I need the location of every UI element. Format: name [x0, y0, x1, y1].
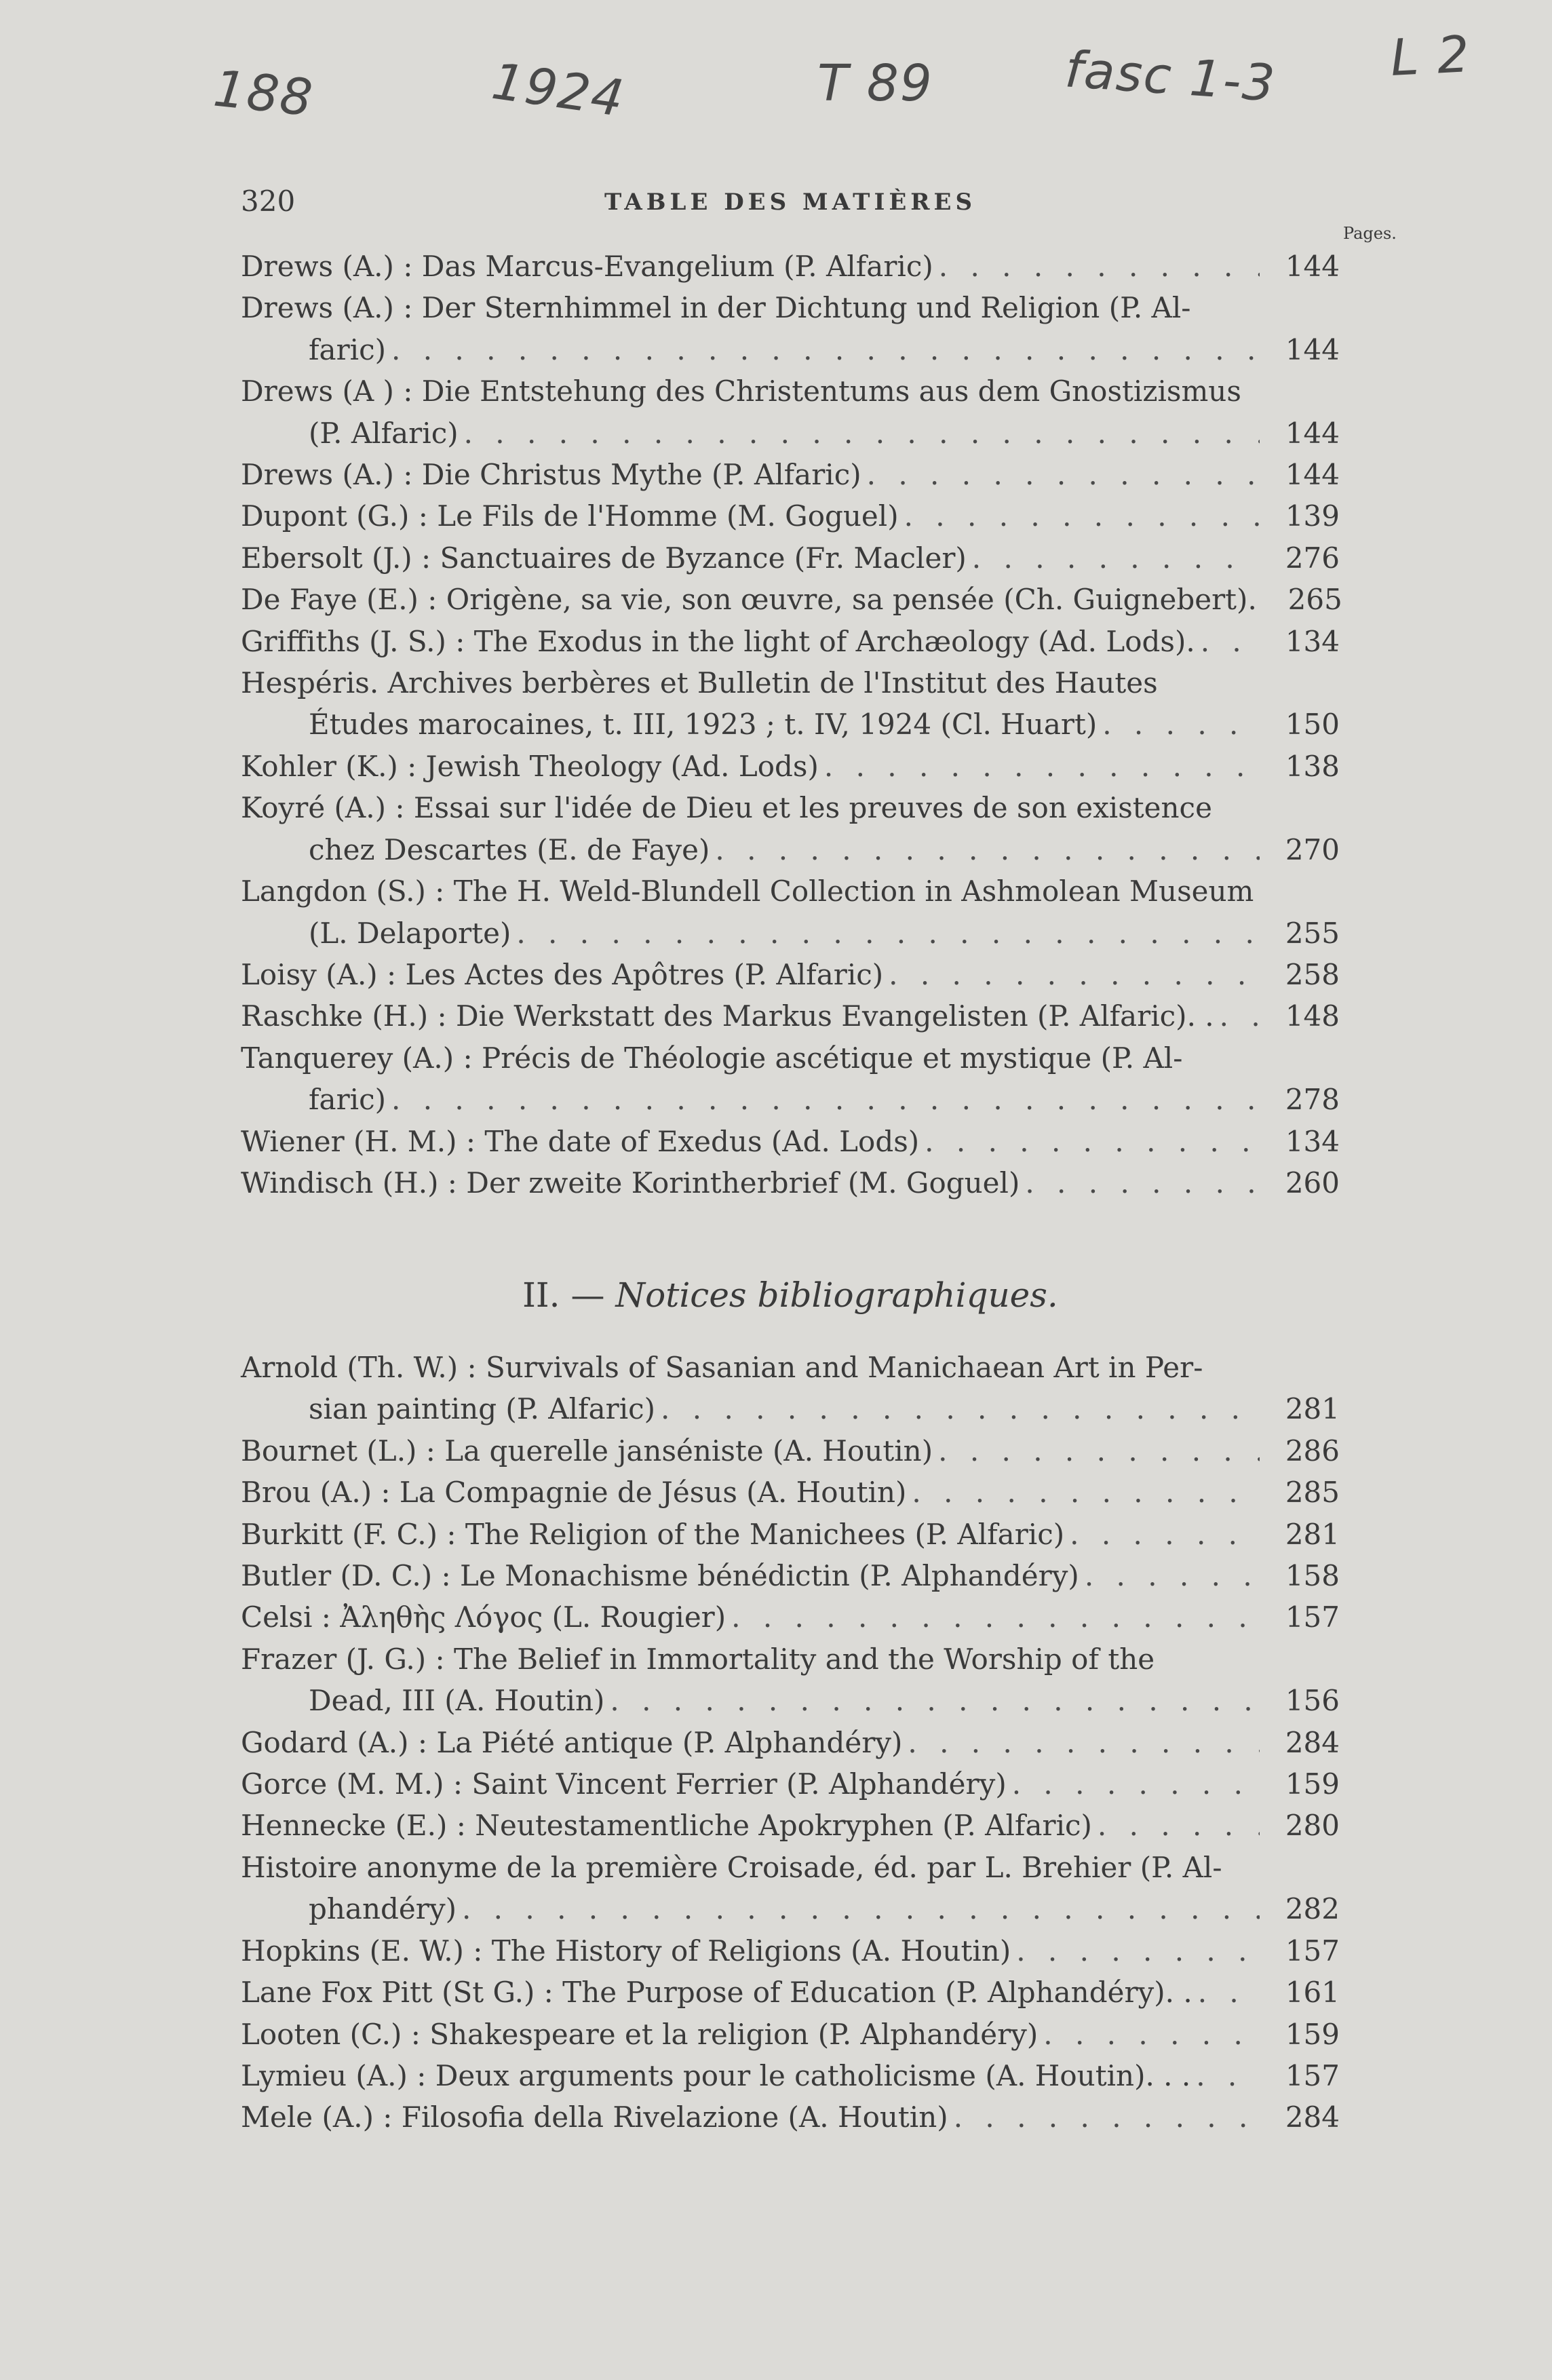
toc-entry-line: [241, 787, 1340, 828]
toc-entry-text: sian painting (P. Alfaric): [309, 1392, 656, 1426]
toc-entry-page: 282: [1285, 1892, 1340, 1926]
page-number: 320: [241, 185, 296, 218]
toc-entry-line: [241, 1388, 1340, 1429]
toc-entry-line: [241, 412, 1340, 454]
toc-entry: [241, 1847, 1340, 1930]
toc-entry-line: [241, 495, 1340, 537]
toc-entry: [241, 995, 1340, 1037]
toc-entry-line: [241, 2014, 1340, 2055]
toc-entry-page: 157: [1285, 2058, 1340, 2092]
pages-column-label: Pages.: [1343, 224, 1397, 243]
toc-entry: [241, 1347, 1340, 1430]
toc-entry-page: 278: [1285, 1083, 1340, 1117]
toc-entry-line: [241, 1162, 1340, 1204]
toc-entry-page: 159: [1285, 2017, 1340, 2051]
toc-entry-line: [241, 1722, 1340, 1763]
toc-entry-text: Frazer (J. G.) : The Belief in Immortality and the Worship of the: [241, 1642, 1155, 1676]
toc-entry-line: [241, 579, 1340, 620]
toc-entry-text: phandéry): [309, 1892, 457, 1926]
toc-entry-line: [241, 1847, 1340, 1888]
dot-leader: [1198, 1972, 1260, 2013]
toc-entry-line: [241, 995, 1340, 1037]
dot-leader: [1016, 1930, 1260, 1972]
toc-entry-text: Hopkins (E. W.) : The History of Religions (A. Houtin): [241, 1934, 1011, 1968]
toc-entry-text: Windisch (H.) : Der zweite Korintherbrief (M. Goguel): [241, 1166, 1020, 1199]
toc-entry: [241, 746, 1340, 787]
toc-entry: [241, 2055, 1340, 2096]
toc-entry-page: 276: [1285, 541, 1340, 575]
toc-entry-text: De Faye (E.) : Origène, sa vie, son œuvre, sa pensée (Ch. Guignebert).: [241, 583, 1257, 617]
toc-entry-line: [241, 1680, 1340, 1721]
toc-entry-text: Celsi : Ἀληθὴς Λόγος (L. Rougier): [241, 1600, 726, 1634]
dot-leader: [954, 2096, 1260, 2138]
handwritten-note: 188: [210, 59, 317, 128]
toc-entry-text: Histoire anonyme de la première Croisade, éd. par L. Brehier (P. Al-: [241, 1850, 1222, 1884]
toc-entry: [241, 370, 1340, 454]
notices-list: [241, 1347, 1340, 2138]
toc-entry-text: Études marocaines, t. III, 1923 ; t. IV, 1924 (Cl. Huart): [309, 708, 1098, 742]
toc-entry-line: [241, 2055, 1340, 2096]
toc-entry-page: 144: [1285, 458, 1340, 492]
dot-leader: [904, 495, 1260, 537]
toc-entry-text: Drews (A.) : Die Christus Mythe (P. Alfaric): [241, 458, 861, 492]
toc-entry-page: 258: [1285, 957, 1340, 991]
toc-entry-line: [241, 537, 1340, 579]
toc-entry-text: (P. Alfaric): [309, 416, 459, 450]
toc-entry-text: Butler (D. C.) : Le Monachisme bénédictin (P. Alphandéry): [241, 1559, 1079, 1593]
toc-entry-line: [241, 370, 1340, 412]
toc-entry-text: faric): [309, 1083, 387, 1117]
toc-entry: [241, 662, 1340, 746]
running-head: TABLE DES MATIÈRES: [604, 189, 976, 216]
dot-leader: [1043, 2014, 1260, 2055]
toc-entry: [241, 1763, 1340, 1805]
dot-leader: [1201, 621, 1260, 662]
toc-entry-text: Dead, III (A. Houtin): [309, 1684, 605, 1718]
toc-entry: [241, 579, 1340, 620]
dot-leader: [462, 1888, 1260, 1930]
toc-entry-page: 281: [1285, 1392, 1340, 1426]
dot-leader: [938, 1430, 1260, 1472]
toc-entry-page: 139: [1285, 499, 1340, 533]
toc-entry-line: [241, 913, 1340, 954]
toc-entry-text: Drews (A ) : Die Entstehung des Christentums aus dem Gnostizismus: [241, 375, 1241, 408]
dot-leader: [867, 454, 1260, 495]
toc-entry-text: Burkitt (F. C.) : The Religion of the Manichees (P. Alfaric): [241, 1517, 1065, 1551]
dot-leader: [391, 1079, 1260, 1120]
toc-entry: [241, 537, 1340, 579]
dot-leader: [661, 1388, 1260, 1429]
toc-entry-line: [241, 454, 1340, 495]
toc-entry-line: [241, 1805, 1340, 1846]
toc-entry: [241, 1121, 1340, 1162]
dot-leader: [1102, 704, 1260, 745]
toc-entry-text: Kohler (K.) : Jewish Theology (Ad. Lods): [241, 749, 819, 783]
toc-entry-text: Looten (C.) : Shakespeare et la religion (P. Alphandéry): [241, 2017, 1039, 2051]
toc-entry: [241, 954, 1340, 995]
toc-entry-page: 284: [1285, 1725, 1340, 1759]
toc-entry-page: 265: [1287, 583, 1342, 617]
handwritten-note: T 89: [817, 54, 933, 113]
toc-entry-line: [241, 1888, 1340, 1930]
reviews-list: [241, 246, 1340, 1204]
toc-entry-line: [241, 746, 1340, 787]
toc-entry-line: [241, 1347, 1340, 1388]
handwritten-annotations: [0, 24, 1552, 142]
dot-leader: [1012, 1763, 1260, 1805]
handwritten-note: 1924: [488, 52, 629, 129]
toc-entry: [241, 495, 1340, 537]
toc-entry: [241, 1805, 1340, 1846]
toc-entry: [241, 454, 1340, 495]
toc-entry-text: Lymieu (A.) : Deux arguments pour le catholicisme (A. Houtin). . .: [241, 2058, 1191, 2092]
toc-entry-line: [241, 1763, 1340, 1805]
dot-leader: [972, 537, 1260, 579]
dot-leader: [925, 1121, 1260, 1162]
toc-entry-text: Koyré (A.) : Essai sur l'idée de Dieu et les preuves de son existence: [241, 791, 1212, 825]
dot-leader: [610, 1680, 1260, 1721]
toc-entry: [241, 2014, 1340, 2055]
toc-entry-page: 157: [1285, 1600, 1340, 1634]
toc-entry-text: Lane Fox Pitt (St G.) : The Purpose of Education (P. Alphandéry). .: [241, 1976, 1192, 2010]
toc-entry: [241, 621, 1340, 662]
dot-leader: [1025, 1162, 1260, 1204]
section-number: II. —: [522, 1275, 605, 1315]
toc-entry-text: Dupont (G.) : Le Fils de l'Homme (M. Goguel): [241, 499, 899, 533]
toc-entry-text: Mele (A.) : Filosofia della Rivelazione (A. Houtin): [241, 2100, 948, 2134]
toc-entry-text: Ebersolt (J.) : Sanctuaires de Byzance (Fr. Macler): [241, 541, 967, 575]
toc-entry-page: 280: [1285, 1809, 1340, 1843]
toc-entry-line: [241, 1121, 1340, 1162]
toc-entry-text: Drews (A.) : Das Marcus-Evangelium (P. Alfaric): [241, 250, 933, 283]
toc-entry-page: 255: [1285, 916, 1340, 950]
toc-entry-page: 286: [1285, 1434, 1340, 1467]
section-heading: [241, 1275, 1340, 1315]
toc-entry-line: [241, 246, 1340, 287]
toc-entry-page: 159: [1285, 1767, 1340, 1801]
toc-entry-line: [241, 662, 1340, 704]
toc-entry: [241, 1472, 1340, 1513]
toc-entry: [241, 1596, 1340, 1638]
toc-entry: [241, 287, 1340, 370]
toc-entry-line: [241, 1037, 1340, 1079]
toc-entry-text: faric): [309, 332, 387, 366]
toc-entry-page: 161: [1285, 1976, 1340, 2010]
toc-entry-text: Arnold (Th. W.) : Survivals of Sasanian and Manichaean Art in Per-: [241, 1351, 1203, 1384]
toc-entry-text: Hespéris. Archives berbères et Bulletin de l'Institut des Hautes: [241, 666, 1158, 700]
toc-entry-line: [241, 1972, 1340, 2013]
toc-entry-line: [241, 1430, 1340, 1472]
toc-entry-line: [241, 2096, 1340, 2138]
toc-entry-page: 134: [1285, 624, 1340, 658]
toc-entry-line: [241, 870, 1340, 912]
toc-entry: [241, 1638, 1340, 1722]
toc-entry-text: Godard (A.) : La Piété antique (P. Alphandéry): [241, 1725, 903, 1759]
toc-entry-line: [241, 829, 1340, 870]
toc-entry: [241, 787, 1340, 870]
toc-entry-page: 157: [1285, 1934, 1340, 1968]
dot-leader: [1220, 995, 1260, 1037]
toc-entry-page: 285: [1285, 1476, 1340, 1510]
toc-entry-page: 138: [1285, 749, 1340, 783]
toc-entry: [241, 1430, 1340, 1472]
dot-leader: [908, 1722, 1260, 1763]
toc-entry-page: 144: [1285, 416, 1340, 450]
toc-entry-text: Langdon (S.) : The H. Weld-Blundell Collection in Ashmolean Museum: [241, 875, 1254, 908]
toc-entry-text: (L. Delaporte): [309, 916, 511, 950]
toc-entry-text: Griffiths (J. S.) : The Exodus in the light of Archæology (Ad. Lods).: [241, 624, 1195, 658]
dot-leader: [1196, 2055, 1260, 2096]
toc-entry-line: [241, 1596, 1340, 1638]
toc-entry: [241, 1162, 1340, 1204]
toc-entry-line: [241, 1930, 1340, 1972]
toc-entry-line: [241, 1079, 1340, 1120]
toc-entry-text: Tanquerey (A.) : Précis de Théologie ascétique et mystique (P. Al-: [241, 1041, 1183, 1075]
dot-leader: [824, 746, 1260, 787]
toc-entry-page: 260: [1285, 1166, 1340, 1199]
toc-entry-text: Gorce (M. M.) : Saint Vincent Ferrier (P. Alphandéry): [241, 1767, 1007, 1801]
toc-entry-text: chez Descartes (E. de Faye): [309, 832, 710, 866]
dot-leader: [715, 829, 1260, 870]
dot-leader: [889, 954, 1260, 995]
toc-entry-page: 156: [1285, 1684, 1340, 1718]
toc-entry-page: 144: [1285, 250, 1340, 283]
dot-leader: [939, 246, 1260, 287]
dot-leader: [516, 913, 1260, 954]
toc-entry: [241, 1555, 1340, 1596]
toc-entry-page: 158: [1285, 1559, 1340, 1593]
section-title: Notices bibliographiques.: [615, 1275, 1058, 1315]
toc-entry: [241, 1037, 1340, 1121]
dot-leader: [912, 1472, 1260, 1513]
dot-leader: [1085, 1555, 1260, 1596]
toc-entry-page: 134: [1285, 1124, 1340, 1158]
toc-entry-line: [241, 287, 1340, 328]
toc-entry: [241, 1514, 1340, 1555]
page-header: [241, 185, 1340, 225]
toc-entry-text: Raschke (H.) : Die Werkstatt des Markus Evangelisten (P. Alfaric). .: [241, 999, 1214, 1033]
toc-entry-text: Loisy (A.) : Les Actes des Apôtres (P. Alfaric): [241, 957, 884, 991]
toc-entry: [241, 870, 1340, 954]
toc-entry-line: [241, 954, 1340, 995]
toc-entry-line: [241, 1638, 1340, 1680]
toc-entry-page: 270: [1285, 832, 1340, 866]
handwritten-note: fasc 1-3: [1063, 40, 1278, 113]
toc-entry-line: [241, 704, 1340, 745]
dot-leader: [731, 1596, 1260, 1638]
toc-entry-text: Drews (A.) : Der Sternhimmel in der Dichtung und Religion (P. Al-: [241, 291, 1191, 325]
dot-leader: [464, 412, 1260, 454]
toc-entry-line: [241, 329, 1340, 370]
toc-entry-line: [241, 1472, 1340, 1513]
toc-entry-text: Bournet (L.) : La querelle janséniste (A. Houtin): [241, 1434, 933, 1467]
toc-entry-line: [241, 621, 1340, 662]
dot-leader: [1098, 1805, 1260, 1846]
dot-leader: [1070, 1514, 1260, 1555]
toc-entry: [241, 1722, 1340, 1763]
toc-entry: [241, 246, 1340, 287]
toc-entry: [241, 2096, 1340, 2138]
toc-entry-page: 281: [1285, 1517, 1340, 1551]
toc-entry: [241, 1972, 1340, 2013]
toc-entry: [241, 1930, 1340, 1972]
toc-entry-page: 284: [1285, 2100, 1340, 2134]
toc-entry-line: [241, 1555, 1340, 1596]
toc-entry-text: Wiener (H. M.) : The date of Exedus (Ad. Lods): [241, 1124, 920, 1158]
toc-entry-text: Brou (A.) : La Compagnie de Jésus (A. Houtin): [241, 1476, 907, 1510]
dot-leader: [391, 329, 1260, 370]
handwritten-note: L 2: [1389, 24, 1473, 88]
toc-entry-page: 144: [1285, 332, 1340, 366]
toc-entry-text: Hennecke (E.) : Neutestamentliche Apokryphen (P. Alfaric): [241, 1809, 1092, 1843]
toc-entry-page: 148: [1285, 999, 1340, 1033]
toc-entry-page: 150: [1285, 708, 1340, 742]
toc-entry-line: [241, 1514, 1340, 1555]
